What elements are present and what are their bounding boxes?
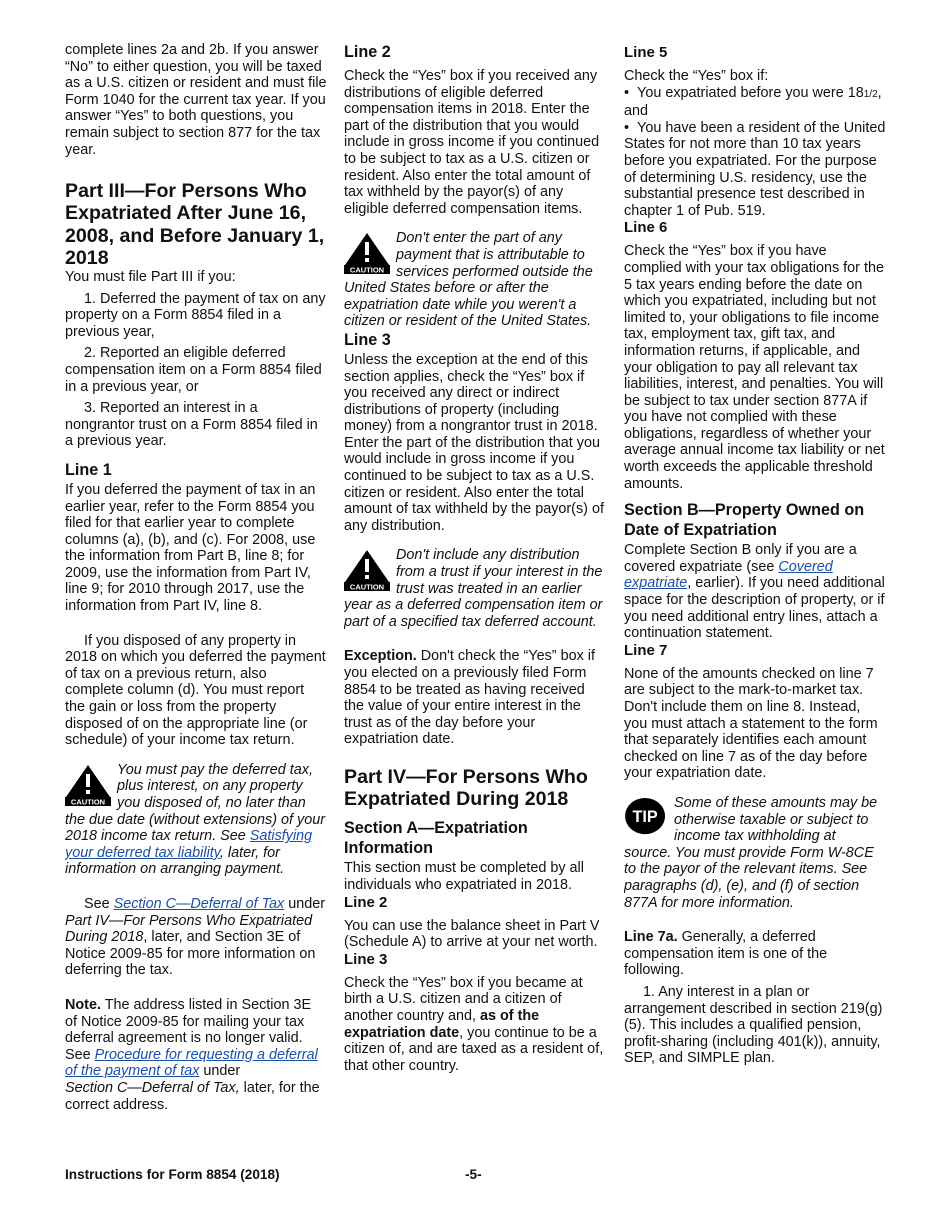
line6-heading: Line 6	[624, 219, 668, 237]
section-b-text: Complete Section B only if you are a covered expatriate (see	[624, 542, 857, 575]
caution-note	[344, 230, 608, 330]
a-line3-paragraph	[344, 975, 608, 1075]
line7a-paragraph	[624, 929, 886, 979]
section-b-paragraph	[624, 542, 886, 642]
section-a-heading: Section A—Expatriation Information	[344, 819, 528, 858]
procedure-deferral-link[interactable]: Procedure for requesting a deferral of the payment of tax	[65, 1046, 318, 1080]
line3-heading: Line 3	[344, 330, 391, 349]
caution-note	[344, 547, 608, 630]
bullet-text: You expatriated before you were 18	[637, 84, 864, 101]
note-under: under	[199, 1063, 241, 1080]
note-label: Note.	[65, 996, 101, 1013]
intro-paragraph: complete lines 2a and 2b. If you answer “No” to either question, you will be taxed as a U.S. citizen or resident and must file Form 1040 for the current tax year. If you answer “Yes” to both questions, you remain subject to section 877 for the tax year.	[65, 42, 327, 158]
fraction: 1/2	[863, 88, 878, 100]
part3-heading: Part III—For Persons Who Expatriated After June 16, 2008, and Before January 1, 2018	[65, 180, 325, 269]
part4-heading: Part IV—For Persons Who Expatriated During 2018	[344, 765, 588, 811]
caution-text: Don't include any distribution from a trust if your interest in the trust was treated in an earlier year as a deferred compensation item or part of a specified tax deferred account.	[344, 547, 603, 630]
tip-text: Some of these amounts may be otherwise taxable or subject to income tax withholding at source. You must provide Form W-8CE to the payor of the relevant items. See paragraphs (d), (e), and (f) of section 877A for more information.	[624, 794, 878, 911]
covered-expatriate-link[interactable]: Covered expatriate	[624, 558, 833, 592]
a-line3-heading: Line 3	[344, 950, 388, 968]
line7-paragraph: None of the amounts checked on line 7 are subject to the mark-to-market tax. Don't include them on line 8. Instead, you must attach a statement to the form that separately identifies each amount checked on line 7 as of the day before your expatriation date.	[624, 665, 878, 782]
caution-label: CAUTION	[349, 582, 385, 592]
section-b-heading: Section B—Property Owned on Date of Expatriation	[624, 501, 865, 540]
see-under: under	[284, 895, 326, 912]
line5-heading: Line 5	[624, 44, 668, 61]
line1-heading: Line 1	[65, 460, 112, 479]
caution-text: Don't enter the part of any payment that is attributable to services performed outside the United States before or after the expatriation date while you weren't a citizen or resident of the United States.	[344, 230, 593, 330]
bullet-text-end: , and	[624, 84, 882, 120]
caution-icon	[65, 764, 111, 806]
footer-form-title: Instructions for Form 8854 (2018)	[65, 1167, 280, 1182]
section-a-paragraph: This section must be completed by all individuals who expatriated in 2018.	[344, 860, 584, 893]
tip-label: TIP	[632, 808, 658, 827]
list-item: 1. Any interest in a plan or arrangement described in section 219(g)(5). This includes a qualified pension, profit-sharing (including 401(k)), annuity, SEP, and SIMPLE plan.	[624, 983, 883, 1067]
line2-heading: Line 2	[344, 43, 391, 61]
column-1	[65, 42, 327, 1113]
line3-paragraph: Unless the exception at the end of this section applies, check the “Yes” box if you received any direct or indirect distributions of property (including money) from a nongrantor trust in 2018. Enter the part of the distribution that you would include in gross income if you continued to be subject to tax as a U.S. citizen or resident. Also enter the total amount of tax withheld by the payor(s) of any distribution.	[344, 351, 604, 534]
exception-text: Don't check the “Yes” box if you elected on a previously filed Form 8854 to be treated as having received the value of your entire interest in the trust as of the day before your expatriation date.	[344, 648, 595, 748]
see-text: See	[84, 895, 114, 912]
must-file-text: You must file Part III if you:	[65, 268, 236, 285]
see-paragraph	[65, 896, 327, 979]
line6-paragraph: Check the “Yes” box if you have complied with your tax obligations for the 5 tax years ending before the date on which you expatriated, including but not limited to, your obligations to file income tax, employment tax, gift tax, and information returns, if applicable, and your obligation to pay all relevant tax liabilities, interest, and penalties. You will be subject to tax under section 877A if you have not complied with these obligations, regardless of whether your average annual income tax liability or net worth exceeds the applicable threshold amounts.	[624, 243, 885, 492]
exception-paragraph	[344, 648, 608, 748]
line2-paragraph: Check the “Yes” box if you received any distributions of eligible deferred compensation items in 2018. Enter the part of the distribution that you would include in gross income if you continued to be subject to tax as a U.S. citizen or resident. Also enter the total amount of tax withheld by the payor(s) of any eligible deferred compensation items.	[344, 68, 600, 217]
caution-note	[65, 762, 327, 878]
list-item: 2. Reported an eligible deferred compensation item on a Form 8854 filed in a previous year, or	[65, 345, 322, 395]
tip-icon	[624, 797, 668, 837]
column-2	[344, 42, 608, 1074]
satisfying-deferred-tax-link[interactable]: Satisfying your deferred tax liability	[65, 828, 313, 861]
note-text: The address listed in Section 3E of Notice 2009-85 for mailing your tax deferral agreement is no longer valid. See	[65, 996, 312, 1063]
a-line2-heading: Line 2	[344, 893, 388, 911]
bullet-text: You have been a resident of the United States for not more than 10 tax years before you expatriated. For the purpose of determining U.S. residency, use the substantial presence test described in chapter 1 of Pub. 519.	[624, 119, 886, 219]
exception-label: Exception.	[344, 648, 417, 665]
section-b-end: , earlier). If you need additional space for the description of property, or if you need additional entry lines, attach a continuation statement.	[624, 575, 885, 642]
caution-text: You must pay the deferred tax, plus interest, on any property you disposed of, no later than the due date (without extensions) of your 2018 income tax return. See	[65, 761, 325, 845]
see-end: , later, and Section 3E of Notice 2009-85 for more information on deferring the tax.	[65, 929, 316, 979]
a-line3-text: Check the “Yes” box if you became at birth a U.S. citizen and a citizen of another country and,	[344, 974, 583, 1024]
line7a-label: Line 7a.	[624, 929, 678, 946]
caution-text-end: , later, for information on arranging payment.	[65, 844, 285, 878]
a-line3-end: , you continue to be a citizen of, and are taxed as a resident of, that other country.	[344, 1024, 604, 1074]
caution-icon	[344, 232, 390, 274]
caution-label: CAUTION	[349, 265, 385, 275]
a-line2-paragraph: You can use the balance sheet in Part V (Schedule A) to arrive at your net worth.	[344, 917, 600, 951]
note-section-ref: Section C—Deferral of Tax,	[65, 1079, 240, 1096]
tip-note	[624, 795, 886, 911]
page-number: -5-	[465, 1167, 482, 1182]
note-end: later, for the correct address.	[65, 1079, 320, 1113]
line7a-text: Generally, a deferred compensation item is one of the following.	[624, 929, 828, 979]
line7-heading: Line 7	[624, 641, 668, 659]
bullet-item: • You expatriated before you were 181/2, and	[624, 84, 882, 120]
list-item: 3. Reported an interest in a nongrantor trust on a Form 8854 filed in a previous year.	[65, 400, 318, 450]
a-line3-bold: as of the expatriation date	[344, 1007, 540, 1041]
section-c-link[interactable]: Section C—Deferral of Tax	[113, 895, 285, 912]
bullet-item: • You have been a resident of the United States for not more than 10 tax years before you expatriated. For the purpose of determining U.S. residency, use the substantial presence test described in chapter 1 of Pub. 519.	[624, 119, 886, 219]
list-item: 1. Deferred the payment of tax on any property on a Form 8854 filed in a previous year,	[65, 290, 326, 340]
column-3	[624, 44, 886, 1067]
see-part-ref: Part IV—For Persons Who Expatriated During 2018	[65, 912, 313, 946]
line1-paragraph-2: If you disposed of any property in 2018 on which you deferred the payment of tax on a previous return, also complete column (d). You must report the gain or loss from the property disposed of on the appropriate line (or schedule) of your income tax return.	[65, 632, 326, 749]
note-paragraph	[65, 997, 327, 1113]
caution-icon	[344, 549, 390, 591]
line1-paragraph: If you deferred the payment of tax in an earlier year, refer to the Form 8854 you filed for that earlier year to complete columns (a), (b), and (c). For 2008, use the information from Part B, line 8; for 2009, use the information from Part IV, line 9; for 2010 through 2017, use the information from Part IV, line 8.	[65, 481, 316, 615]
line5-intro: Check the “Yes” box if:	[624, 68, 769, 84]
caution-label: CAUTION	[70, 797, 106, 806]
